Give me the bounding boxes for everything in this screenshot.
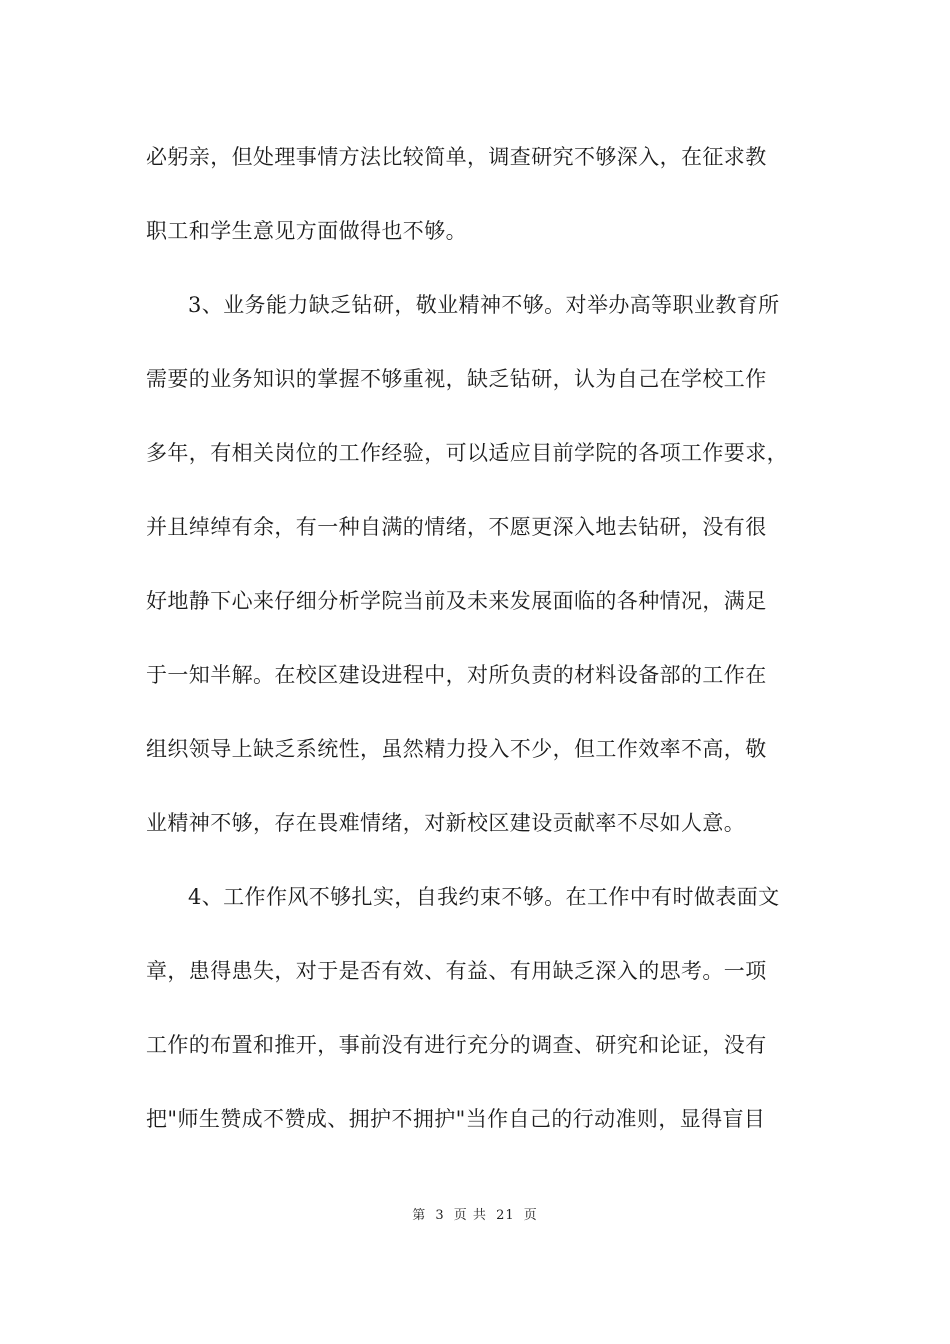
text-line-8: 于一知半解。在校区建设进程中，对所负责的材料设备部的工作在	[146, 663, 767, 687]
text-line-11: 4、工作作风不够扎实，自我约束不够。在工作中有时做表面文	[188, 885, 780, 909]
text-line-9: 组织领导上缺乏系统性，虽然精力投入不少，但工作效率不高，敬	[146, 737, 767, 761]
footer-middle: 页 共	[453, 1208, 487, 1223]
text-line-10: 业精神不够，存在畏难情绪，对新校区建设贡献率不尽如人意。	[146, 811, 746, 835]
text-line-4: 需要的业务知识的掌握不够重视，缺乏钻研，认为自己在学校工作	[146, 367, 767, 391]
text-line-3: 3、业务能力缺乏钻研，敬业精神不够。对举办高等职业教育所	[188, 293, 780, 317]
text-line-5: 多年，有相关岗位的工作经验，可以适应目前学院的各项工作要求，	[146, 441, 788, 465]
text-line-1: 必躬亲，但处理事情方法比较简单，调查研究不够深入，在征求教	[146, 145, 767, 169]
text-line-12: 章，患得患失，对于是否有效、有益、有用缺乏深入的思考。一项	[146, 959, 767, 983]
text-line-7: 好地静下心来仔细分析学院当前及未来发展面临的各种情况，满足	[146, 589, 767, 613]
text-line-14: 把"师生赞成不赞成、拥护不拥护"当作自己的行动准则，显得盲目	[146, 1107, 766, 1131]
page-footer	[0, 1206, 950, 1226]
text-line-2: 职工和学生意见方面做得也不够。	[146, 219, 467, 243]
footer-current-page: 3	[435, 1208, 445, 1223]
footer-total-pages: 21	[496, 1208, 515, 1223]
text-line-13: 工作的布置和推开，事前没有进行充分的调查、研究和论证，没有	[146, 1033, 767, 1057]
text-line-6: 并且绰绰有余，有一种自满的情绪，不愿更深入地去钻研，没有很	[146, 515, 767, 539]
footer-prefix: 第	[412, 1208, 427, 1223]
footer-suffix: 页	[523, 1208, 538, 1223]
